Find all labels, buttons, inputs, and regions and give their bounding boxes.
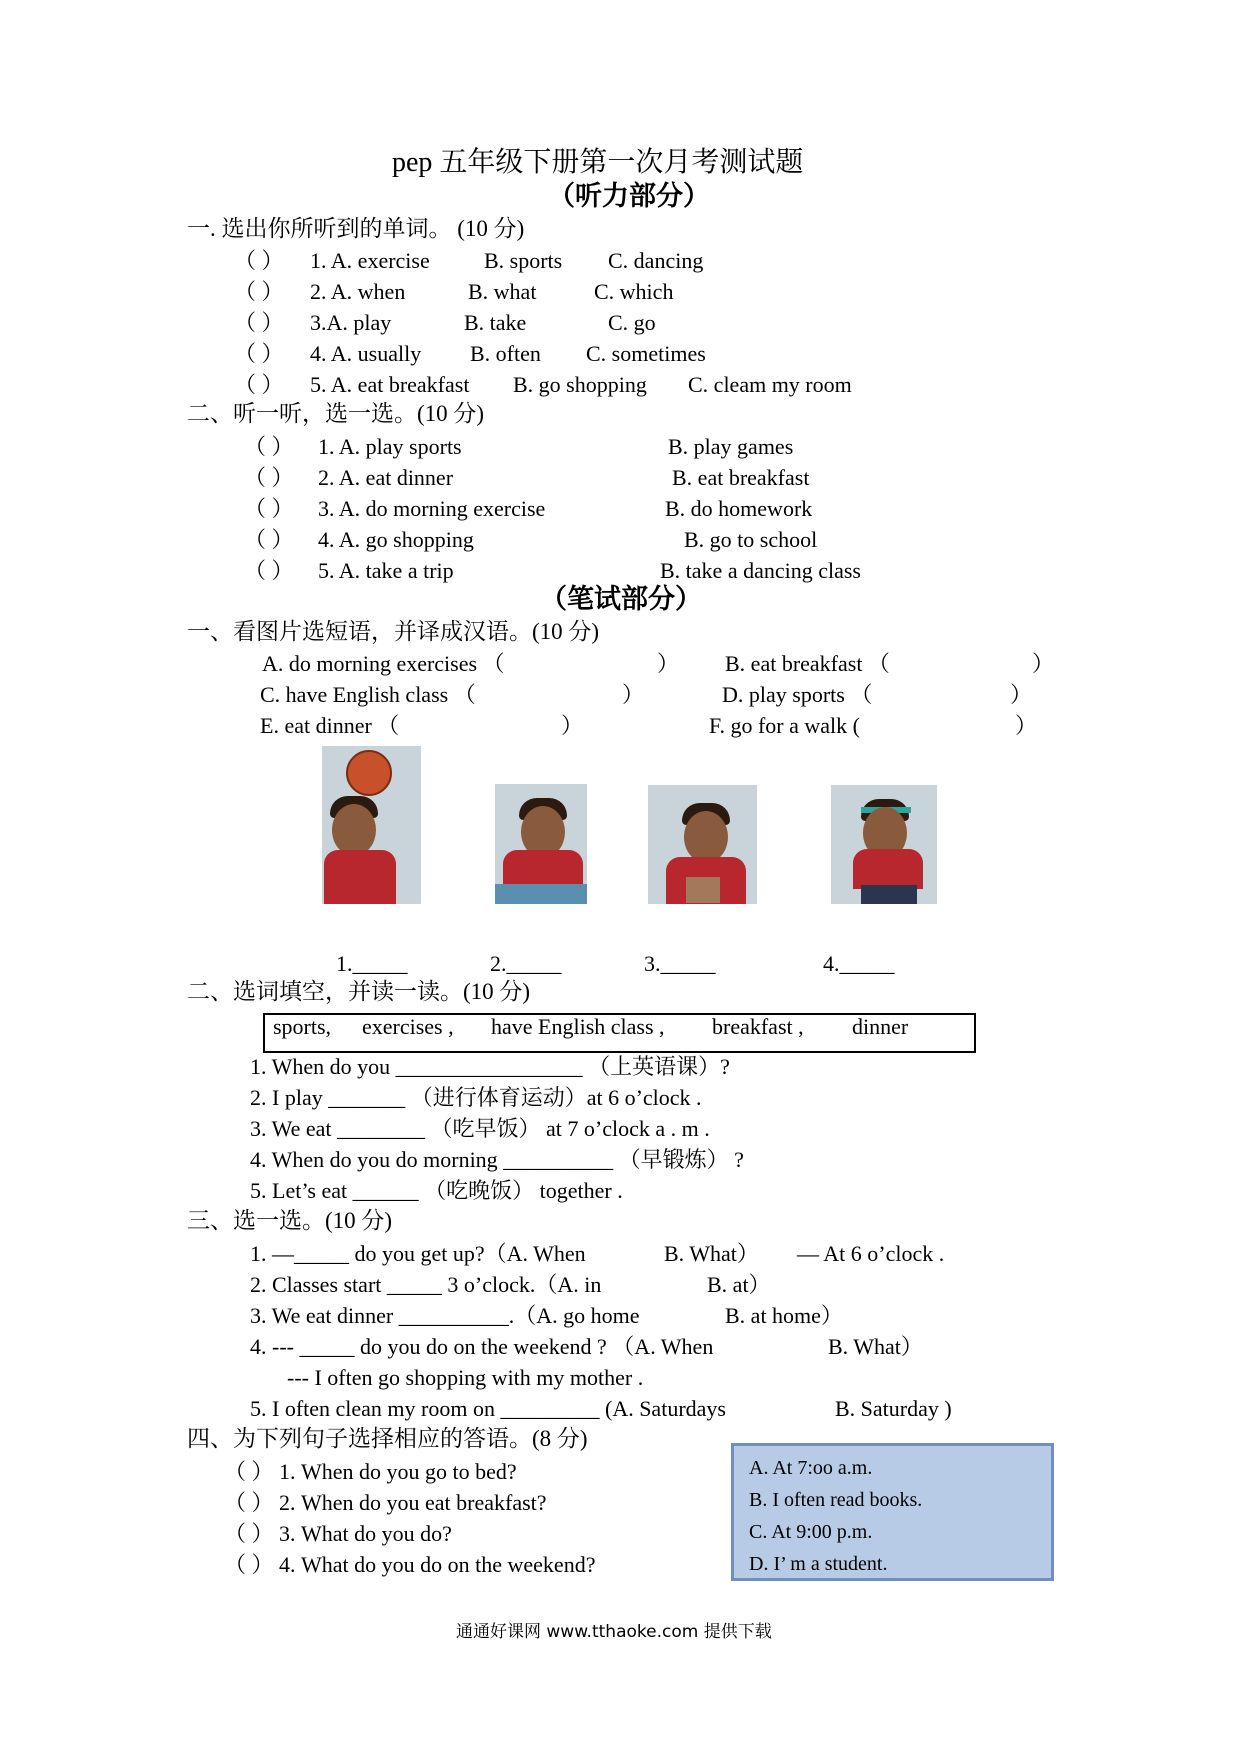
phrase-f: F. go for a walk ( xyxy=(709,713,860,738)
question-option-b: B. sports xyxy=(484,248,563,273)
word-bank-item: exercises , xyxy=(362,1014,454,1039)
word-bank-item: sports, xyxy=(273,1014,332,1039)
answer-choice: A. At 7:oo a.m. xyxy=(749,1457,873,1479)
answer-paren[interactable]: （ ） xyxy=(234,248,284,273)
answer-paren[interactable]: （ ） xyxy=(244,465,294,490)
answer-paren[interactable]: （ ） xyxy=(234,341,284,366)
phrase-close: ） xyxy=(1010,682,1033,707)
fill-blank-question: 5. Let’s eat ______ （吃晚饭） together . xyxy=(250,1178,623,1203)
question-option-b: B. often xyxy=(470,341,541,366)
choice-option-b: B. What） xyxy=(828,1334,923,1359)
match-question: （ ） 3. What do you do? xyxy=(224,1521,452,1546)
question-option-a: 2. A. when xyxy=(310,279,406,304)
writing-part2-heading: 二、选词填空，并读一读。(10 分) xyxy=(187,979,531,1004)
choice-option-b: B. at） xyxy=(707,1272,771,1297)
choice-dialogue-reply: --- I often go shopping with my mother . xyxy=(287,1365,644,1390)
writing-part4-heading: 四、为下列句子选择相应的答语。(8 分) xyxy=(187,1426,588,1451)
choice-question: 1. —_____ do you get up?（A. When xyxy=(250,1241,586,1266)
option-a: 4. A. go shopping xyxy=(318,527,474,552)
phrase-close: ） xyxy=(1032,651,1055,676)
question-option-c: C. go xyxy=(608,310,656,335)
word-bank-item: breakfast , xyxy=(712,1014,804,1039)
choice-answer: — At 6 o’clock . xyxy=(797,1241,945,1266)
answer-paren[interactable]: （ ） xyxy=(244,496,294,521)
question-option-a: 3.A. play xyxy=(310,310,392,335)
match-question: （ ） 1. When do you go to bed? xyxy=(224,1459,517,1484)
answer-choice: B. I often read books. xyxy=(749,1489,923,1511)
listening-section-header: （听力部分） xyxy=(548,181,710,211)
phrase-close: ） xyxy=(657,651,680,676)
match-question: （ ） 4. What do you do on the weekend? xyxy=(224,1552,596,1577)
reading-boy-icon xyxy=(648,785,757,904)
option-a: 2. A. eat dinner xyxy=(318,465,454,490)
option-a: 5. A. take a trip xyxy=(318,558,454,583)
basketball-boy-icon xyxy=(322,746,421,904)
writing-part1-heading: 一、看图片选短语，并译成汉语。(10 分) xyxy=(187,619,600,644)
question-option-b: B. what xyxy=(468,279,537,304)
page-title: pep 五年级下册第一次月考测试题 xyxy=(392,147,804,178)
question-option-c: C. sometimes xyxy=(586,341,706,366)
answer-choice: D. I’ m a student. xyxy=(749,1553,888,1575)
running-boy-icon xyxy=(831,785,937,904)
picture-blank-2[interactable]: 2._____ xyxy=(490,951,562,976)
question-option-c: C. dancing xyxy=(608,248,704,273)
choice-question: 5. I often clean my room on _________ (A. Saturdays xyxy=(250,1396,726,1421)
choice-option-b: B. What） xyxy=(664,1241,759,1266)
page-footer: 通通好课网 www.tthaoke.com 提供下载 xyxy=(456,1622,772,1642)
fill-blank-question: 1. When do you _________________ （上英语课）? xyxy=(250,1054,730,1079)
listening-part2-heading: 二、听一听，选一选。(10 分) xyxy=(187,401,485,426)
phrase-b: B. eat breakfast （ xyxy=(725,651,890,676)
choice-option-b: B. at home） xyxy=(725,1303,843,1328)
answer-paren[interactable]: （ ） xyxy=(234,310,284,335)
option-a: 3. A. do morning exercise xyxy=(318,496,546,521)
question-option-b: B. go shopping xyxy=(513,372,647,397)
question-option-a: 1. A. exercise xyxy=(310,248,430,273)
answer-paren[interactable]: （ ） xyxy=(244,558,294,583)
choice-question: 4. --- _____ do you do on the weekend ? （A. When xyxy=(250,1334,714,1359)
fill-blank-question: 2. I play _______ （进行体育运动）at 6 o’clock . xyxy=(250,1085,702,1110)
choice-option-b: B. Saturday ) xyxy=(835,1396,952,1421)
question-option-a: 5. A. eat breakfast xyxy=(310,372,470,397)
question-option-c: C. which xyxy=(594,279,674,304)
option-b: B. eat breakfast xyxy=(672,465,810,490)
phrase-c: C. have English class （ xyxy=(260,682,476,707)
picture-blank-3[interactable]: 3._____ xyxy=(644,951,716,976)
answer-paren[interactable]: （ ） xyxy=(244,527,294,552)
eating-boy-icon xyxy=(495,784,587,904)
picture-blank-1[interactable]: 1._____ xyxy=(336,951,408,976)
fill-blank-question: 3. We eat ________ （吃早饭） at 7 o’clock a . m . xyxy=(250,1116,710,1141)
phrase-a: A. do morning exercises （ xyxy=(262,651,505,676)
word-bank-item: have English class , xyxy=(491,1014,665,1039)
answer-paren[interactable]: （ ） xyxy=(234,372,284,397)
option-a: 1. A. play sports xyxy=(318,434,462,459)
fill-blank-question: 4. When do you do morning __________ （早锻炼） ? xyxy=(250,1147,744,1172)
phrase-close: ） xyxy=(622,682,645,707)
question-option-a: 4. A. usually xyxy=(310,341,422,366)
option-b: B. do homework xyxy=(665,496,813,521)
answer-choice: C. At 9:00 p.m. xyxy=(749,1521,873,1543)
answer-paren[interactable]: （ ） xyxy=(234,279,284,304)
option-b: B. take a dancing class xyxy=(660,558,861,583)
phrase-close: ） xyxy=(561,713,584,738)
answer-paren[interactable]: （ ） xyxy=(244,434,294,459)
writing-part3-heading: 三、选一选。(10 分) xyxy=(187,1208,393,1233)
phrase-d: D. play sports （ xyxy=(722,682,873,707)
question-option-b: B. take xyxy=(464,310,527,335)
choice-question: 2. Classes start _____ 3 o’clock.（A. in xyxy=(250,1272,602,1297)
option-b: B. go to school xyxy=(684,527,818,552)
question-option-c: C. cleam my room xyxy=(688,372,852,397)
choice-question: 3. We eat dinner __________.（A. go home xyxy=(250,1303,640,1328)
listening-part1-heading: 一. 选出你所听到的单词。 (10 分) xyxy=(187,216,525,241)
answer-choices-box xyxy=(731,1443,1054,1581)
picture-blank-4[interactable]: 4._____ xyxy=(823,951,895,976)
phrase-e: E. eat dinner （ xyxy=(260,713,400,738)
phrase-close: ） xyxy=(1015,713,1038,738)
writing-section-header: （笔试部分） xyxy=(540,584,702,614)
word-bank-item: dinner xyxy=(852,1014,909,1039)
match-question: （ ） 2. When do you eat breakfast? xyxy=(224,1490,547,1515)
option-b: B. play games xyxy=(668,434,794,459)
